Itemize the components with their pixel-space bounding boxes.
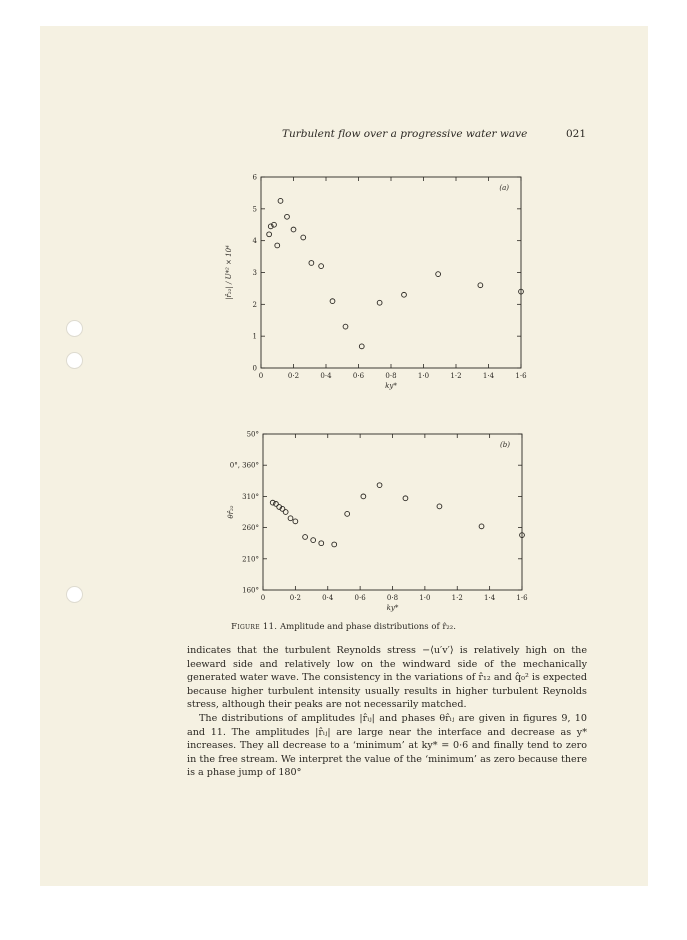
x-tick-label: 1·4: [482, 372, 495, 380]
y-tick-label: 160°: [242, 586, 259, 595]
y-tick-label: 260°: [242, 524, 259, 533]
data-point: [283, 510, 288, 515]
data-point: [332, 542, 337, 547]
y-tick-label: 210°: [242, 555, 259, 564]
x-tick-label: 1·2: [450, 372, 462, 380]
plot-frame: [261, 177, 521, 368]
y-tick-label: 5: [252, 205, 257, 214]
x-tick-label: 0·8: [385, 372, 397, 380]
body-paragraph-2: [187, 712, 587, 780]
data-point: [403, 496, 408, 501]
y-tick-label: 4: [252, 237, 257, 246]
data-point: [309, 261, 314, 266]
data-point: [278, 198, 283, 203]
y-tick-label: 310°: [242, 492, 259, 501]
data-point: [402, 292, 407, 297]
y-tick-label: 1: [252, 332, 257, 341]
data-point: [285, 214, 290, 219]
y-tick-label: 3: [252, 269, 257, 277]
x-tick-label: 0·6: [352, 372, 365, 380]
data-point: [436, 272, 441, 277]
x-tick-label: 0·4: [320, 372, 332, 380]
y-axis-title: θr̂₂₂: [227, 505, 235, 519]
y-tick-label: 0°, 360°: [229, 461, 259, 470]
data-point: [345, 511, 350, 516]
x-tick-label: 1·0: [417, 372, 430, 380]
figure-caption: [0, 622, 687, 632]
data-point: [478, 283, 483, 288]
x-tick-label: 0·8: [386, 594, 399, 602]
x-tick-label: 1·6: [516, 594, 528, 602]
x-tick-label: 1·4: [484, 594, 496, 602]
data-point: [303, 535, 308, 540]
y-axis-title: |r̂₂₂| / U*² × 10⁴: [225, 245, 233, 300]
punch-hole-1: [66, 320, 83, 337]
data-point: [377, 300, 382, 305]
punch-hole-2: [66, 352, 83, 369]
paragraph-text: The distributions of amplitudes |r̂ᵢⱼ| and phases θr̂ᵢⱼ are given in figures 9, 10 and 11. The amplitudes |r̂ᵢⱼ| are large near the interface and decrease as y* increases. They all decrease to a ‘minimum’ at ky* = 0·6 and finally tend to zero in the free stream. We interpret the value of the ‘minimum’ as zero because there is a phase jump of 180°: [187, 713, 587, 778]
running-head: Turbulent flow over a progressive water wave: [282, 128, 528, 140]
data-point: [377, 483, 382, 488]
data-point: [330, 299, 335, 304]
data-point: [293, 519, 298, 524]
x-axis-title: ky*: [385, 382, 397, 390]
data-point: [301, 235, 306, 240]
paragraph-text: indicates that the turbulent Reynolds stress −⟨u′v′⟩ is relatively high on the leeward side and relatively low on the windward side of the mechanically generated water wave. The consistency in the variations of r̂₁₂ and q̂₀² is expected because higher turbulent intensity usually results in higher turbulent Reynolds stress, although their peaks are not necessarily matched.: [187, 645, 587, 710]
data-point: [288, 516, 293, 521]
data-point: [319, 541, 324, 546]
data-point: [343, 324, 348, 329]
panel-label: (b): [500, 441, 510, 449]
data-point: [361, 494, 366, 499]
x-axis-title: ky*: [386, 604, 399, 612]
figure-11: [215, 168, 535, 612]
x-tick-label: 0: [258, 372, 264, 380]
data-point: [437, 504, 442, 509]
x-tick-label: 0: [260, 594, 266, 602]
caption-text: Amplitude and phase distributions of r̂₂₂.: [280, 622, 456, 632]
y-tick-label: 50°: [246, 430, 259, 439]
y-tick-label: 2: [252, 300, 257, 309]
y-tick-label: 6: [252, 173, 257, 182]
x-tick-label: 0·4: [322, 594, 334, 602]
x-tick-label: 0·6: [354, 594, 366, 602]
panel-label: (a): [499, 184, 509, 192]
data-point: [319, 264, 324, 269]
data-point: [359, 344, 364, 349]
body-paragraph-1: [187, 644, 587, 712]
data-point: [291, 227, 296, 232]
x-tick-label: 0·2: [287, 372, 300, 380]
plot-frame: [263, 434, 522, 590]
caption-label: Figure 11.: [231, 622, 278, 632]
data-point: [311, 538, 316, 543]
data-point: [275, 243, 280, 248]
data-point: [267, 232, 272, 237]
punch-hole-3: [66, 586, 83, 603]
y-tick-label: 0: [252, 364, 257, 373]
chart-panel-a: [224, 174, 527, 391]
x-tick-label: 0·2: [289, 594, 301, 602]
x-tick-label: 1·0: [419, 594, 431, 602]
page-number: 021: [566, 128, 587, 140]
data-point: [479, 524, 484, 529]
x-tick-label: 1·2: [451, 594, 463, 602]
x-tick-label: 1·6: [515, 372, 527, 380]
chart-panel-b: [226, 431, 528, 613]
